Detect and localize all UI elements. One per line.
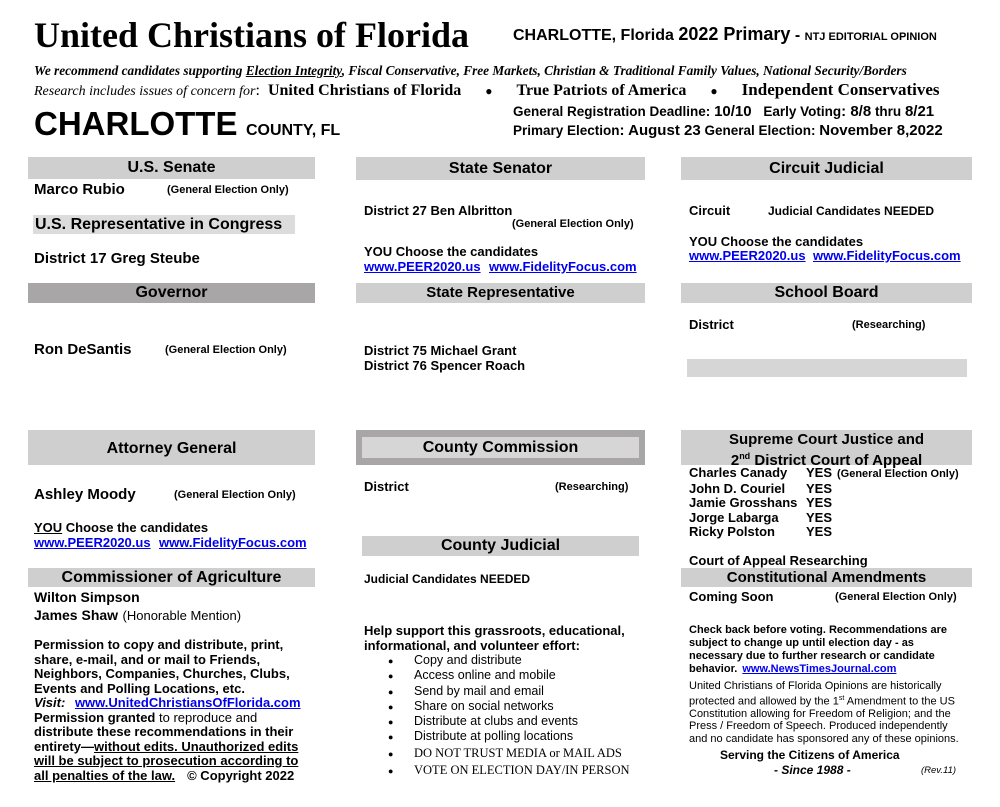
list-item: ● Share on social networks xyxy=(364,699,630,714)
justice-name: Charles Canady xyxy=(689,465,788,480)
ag-you: YOU xyxy=(34,520,63,535)
revision-label: (Rev.11) xyxy=(921,765,957,776)
constitutional-amendments-header: Constitutional Amendments xyxy=(681,568,972,587)
ag-note: (General Election Only) xyxy=(174,489,296,501)
ucf-website-link[interactable]: www.UnitedChristiansOfFlorida.com xyxy=(74,695,301,710)
justice-note: (General Election Only) xyxy=(837,468,959,480)
agri-candidate-2-line xyxy=(34,607,241,625)
governor-note: (General Election Only) xyxy=(165,344,287,356)
rep-district-75: District 75 Michael Grant xyxy=(364,343,517,358)
agri-candidate-1: Wilton Simpson xyxy=(34,589,140,605)
circuit-label: Circuit xyxy=(689,203,731,218)
court-of-appeal-line: Court of Appeal Researching xyxy=(689,553,868,568)
disclaimer-line-5: and no candidate has sponsored any of these opinions. xyxy=(689,733,959,746)
table-row xyxy=(689,511,959,526)
school-board-header: School Board xyxy=(681,283,972,303)
race-year: 2022 Primary xyxy=(678,24,791,44)
justice-vote: YES xyxy=(806,524,833,540)
county-big: CHARLOTTE xyxy=(34,105,238,142)
disclaimer-block xyxy=(689,680,959,746)
permission-block xyxy=(34,638,301,783)
fidelityfocus-link[interactable]: www.FidelityFocus.com xyxy=(813,248,961,263)
perm-line-3: Neighbors, Companies, Churches, Clubs, xyxy=(34,666,290,681)
comm-note: (Researching) xyxy=(555,481,629,493)
justice-name: Jamie Grosshans xyxy=(689,495,798,511)
visit-line xyxy=(34,696,301,711)
state-rep-header: State Representative xyxy=(356,283,645,303)
attorney-general-header: Attorney General xyxy=(28,430,315,465)
help-line-2: informational, and volunteer effort: xyxy=(364,637,580,653)
newstimes-link[interactable]: www.NewsTimesJournal.com xyxy=(742,663,897,675)
list-item: ● VOTE ON ELECTION DAY/IN PERSON xyxy=(364,762,630,779)
list-item: ● Access online and mobile xyxy=(364,668,630,683)
penalties-line xyxy=(34,769,301,784)
list-item: ● Send by mail and email xyxy=(364,684,630,699)
check-line-1: Check back before voting. Recommendations are xyxy=(689,624,947,636)
senate-candidate: Marco Rubio xyxy=(34,181,125,198)
amend-status: Coming Soon xyxy=(689,589,774,604)
senator-note: (General Election Only) xyxy=(512,218,634,230)
check-back-block xyxy=(689,624,947,676)
granted-line xyxy=(34,711,301,726)
registration-deadline xyxy=(513,103,934,120)
behavior-text: behavior. xyxy=(689,663,738,675)
supreme-sup: nd xyxy=(739,451,751,461)
school-board-divider xyxy=(687,359,967,377)
recommend-rest: , Fiscal Conservative, Free Markets, Christian & Traditional Family Values, National Security/Borders xyxy=(341,63,907,78)
circuit-judicial-header: Circuit Judicial xyxy=(681,157,972,180)
early-end: 8/21 xyxy=(904,103,935,120)
research-colon: : xyxy=(255,82,260,99)
list-item: ● Distribute at polling locations xyxy=(364,729,630,744)
since-line: - Since 1988 - xyxy=(774,763,851,777)
county-judicial-needed: Judicial Candidates NEEDED xyxy=(364,572,531,586)
check-line-3: necessary due to further research or candidate xyxy=(689,650,935,662)
check-line-4 xyxy=(689,663,947,676)
county-commission-header: County Commission xyxy=(362,437,639,458)
reg-value: 10/10 xyxy=(714,103,752,120)
disclaimer-sup: st xyxy=(838,694,845,702)
supreme-rest: District Court of Appeal xyxy=(750,452,923,469)
justices-table xyxy=(689,466,959,540)
list-item: ● Copy and distribute xyxy=(364,653,630,668)
supreme-header-line-1: Supreme Court Justice and xyxy=(728,431,925,448)
early-value: : 8/8 xyxy=(841,103,872,120)
agriculture-header: Commissioner of Agriculture xyxy=(28,568,315,587)
subject-line: will be subject to prosecution according to xyxy=(34,753,299,768)
disclaimer-line-2 xyxy=(689,693,959,708)
perm-line-4: Events and Polling Locations, etc. xyxy=(34,680,245,696)
race-prefix: CHARLOTTE, Florida xyxy=(513,27,679,44)
table-row xyxy=(689,525,959,540)
granted-rest: to reproduce and xyxy=(155,709,258,725)
perm-line-1: Permission to copy and distribute, print, xyxy=(34,637,284,652)
school-note: (Researching) xyxy=(852,319,926,331)
justice-vote: YES xyxy=(806,495,833,511)
table-row xyxy=(689,466,959,482)
primary-label: Primary Election xyxy=(513,123,620,138)
ag-choose: Choose the candidates xyxy=(62,520,209,535)
comm-district: District xyxy=(364,479,409,494)
agri-candidate-2: James Shaw xyxy=(34,607,119,623)
table-row xyxy=(689,482,959,497)
page-title: United Christians of Florida xyxy=(34,15,470,55)
research-line xyxy=(34,80,940,102)
race-opinion: NTJ EDITORIAL OPINION xyxy=(804,31,937,43)
justice-name: John D. Couriel xyxy=(689,480,786,496)
perm-line-2: share, e-mail, and or mail to Friends, xyxy=(34,651,261,667)
state-senator-header: State Senator xyxy=(356,157,645,180)
primary-value: : August 23 xyxy=(619,122,701,139)
granted-bold: Permission granted xyxy=(34,709,156,725)
senate-note: (General Election Only) xyxy=(167,184,289,196)
entirety-start: entirety— xyxy=(34,738,94,754)
circuit-needed: Judicial Candidates NEEDED xyxy=(768,204,935,218)
list-item: ● Distribute at clubs and events xyxy=(364,714,630,729)
justice-vote: YES xyxy=(806,509,833,525)
governor-candidate: Ron DeSantis xyxy=(34,341,132,358)
research-org-2: True Patriots of America xyxy=(516,82,687,99)
disclaimer-line-3: Constitution allowing for Freedom of Religion; and the xyxy=(689,707,951,720)
agri-note-2: (Honorable Mention) xyxy=(122,608,242,623)
distribute-line: distribute these recommendations in their xyxy=(34,724,294,739)
entirety-line xyxy=(34,740,301,755)
county-judicial-header: County Judicial xyxy=(362,536,639,556)
fidelityfocus-link[interactable]: www.FidelityFocus.com xyxy=(159,535,307,550)
entirety-underlined: without edits. Unauthorized edits xyxy=(93,738,299,754)
help-line-1: Help support this grassroots, educational, xyxy=(364,623,625,638)
visit-label: Visit: xyxy=(34,695,66,710)
fidelityfocus-link[interactable]: www.FidelityFocus.com xyxy=(489,259,637,274)
general-value: November 8,2022 xyxy=(819,122,943,139)
us-senate-header: U.S. Senate xyxy=(28,157,315,179)
research-org-1: United Christians of Florida xyxy=(267,82,462,99)
race-dash: - xyxy=(790,27,805,44)
rep-district-76: District 76 Spencer Roach xyxy=(364,358,526,373)
early-thru: thru xyxy=(874,104,902,119)
research-label: Research includes issues of concern for xyxy=(34,84,256,99)
check-line-2: subject to change up until election day - as xyxy=(689,637,914,649)
peer2020-link[interactable]: www.PEER2020.us xyxy=(689,248,806,263)
bullet-1: ● xyxy=(485,84,493,98)
serving-line: Serving the Citizens of America xyxy=(720,748,900,762)
justice-name: Jorge Labarga xyxy=(689,509,779,525)
ag-candidate: Ashley Moody xyxy=(34,486,136,503)
general-label: General Election: xyxy=(704,123,816,138)
penalties: all penalties of the law. xyxy=(34,767,176,783)
us-rep-title: U.S. Representative in Congress xyxy=(35,216,283,233)
disclaimer-line-4: Press / Freedom of Speech. Produced independently xyxy=(689,720,948,733)
help-list xyxy=(364,653,630,779)
ag-you-choose xyxy=(34,520,208,535)
county-title xyxy=(34,104,340,144)
congress-candidate: District 17 Greg Steube xyxy=(34,250,200,267)
senator-candidate: District 27 Ben Albritton xyxy=(364,203,513,218)
governor-header: Governor xyxy=(28,283,315,303)
research-org-3: Independent Conservatives xyxy=(741,80,940,99)
school-district: District xyxy=(689,317,734,332)
race-heading xyxy=(513,24,937,45)
amend-note: (General Election Only) xyxy=(835,591,957,603)
disclaimer-l2a: protected and allowed by the 1 xyxy=(689,695,839,708)
recommend-underlined: Election Integrity xyxy=(245,63,342,78)
peer2020-link[interactable]: www.PEER2020.us xyxy=(34,535,151,550)
help-intro xyxy=(364,624,625,653)
county-small: COUNTY, FL xyxy=(245,122,341,139)
circuit-you-choose: YOU Choose the candidates xyxy=(689,234,864,249)
recommend-line xyxy=(34,63,907,79)
list-item: ● DO NOT TRUST MEDIA or MAIL ADS xyxy=(364,745,630,762)
disclaimer-l2b: Amendment to the US xyxy=(844,695,955,708)
justice-name: Ricky Polston xyxy=(689,524,775,540)
justice-vote: YES xyxy=(806,480,833,496)
justice-vote: YES xyxy=(806,465,833,480)
election-dates xyxy=(513,122,943,139)
senator-you-choose: YOU Choose the candidates xyxy=(364,244,539,259)
peer2020-link[interactable]: www.PEER2020.us xyxy=(364,259,481,274)
table-row xyxy=(689,496,959,511)
supreme-num: 2 xyxy=(730,452,740,469)
reg-label: General Registration Deadline: xyxy=(513,104,711,119)
recommend-start: We recommend candidates supporting xyxy=(34,63,246,78)
early-label: Early Voting xyxy=(763,104,842,119)
disclaimer-line-1: United Christians of Florida Opinions are historically xyxy=(689,680,942,692)
copyright: © Copyright 2022 xyxy=(187,767,295,783)
bullet-2: ● xyxy=(710,84,718,98)
supreme-court-header xyxy=(681,430,972,469)
